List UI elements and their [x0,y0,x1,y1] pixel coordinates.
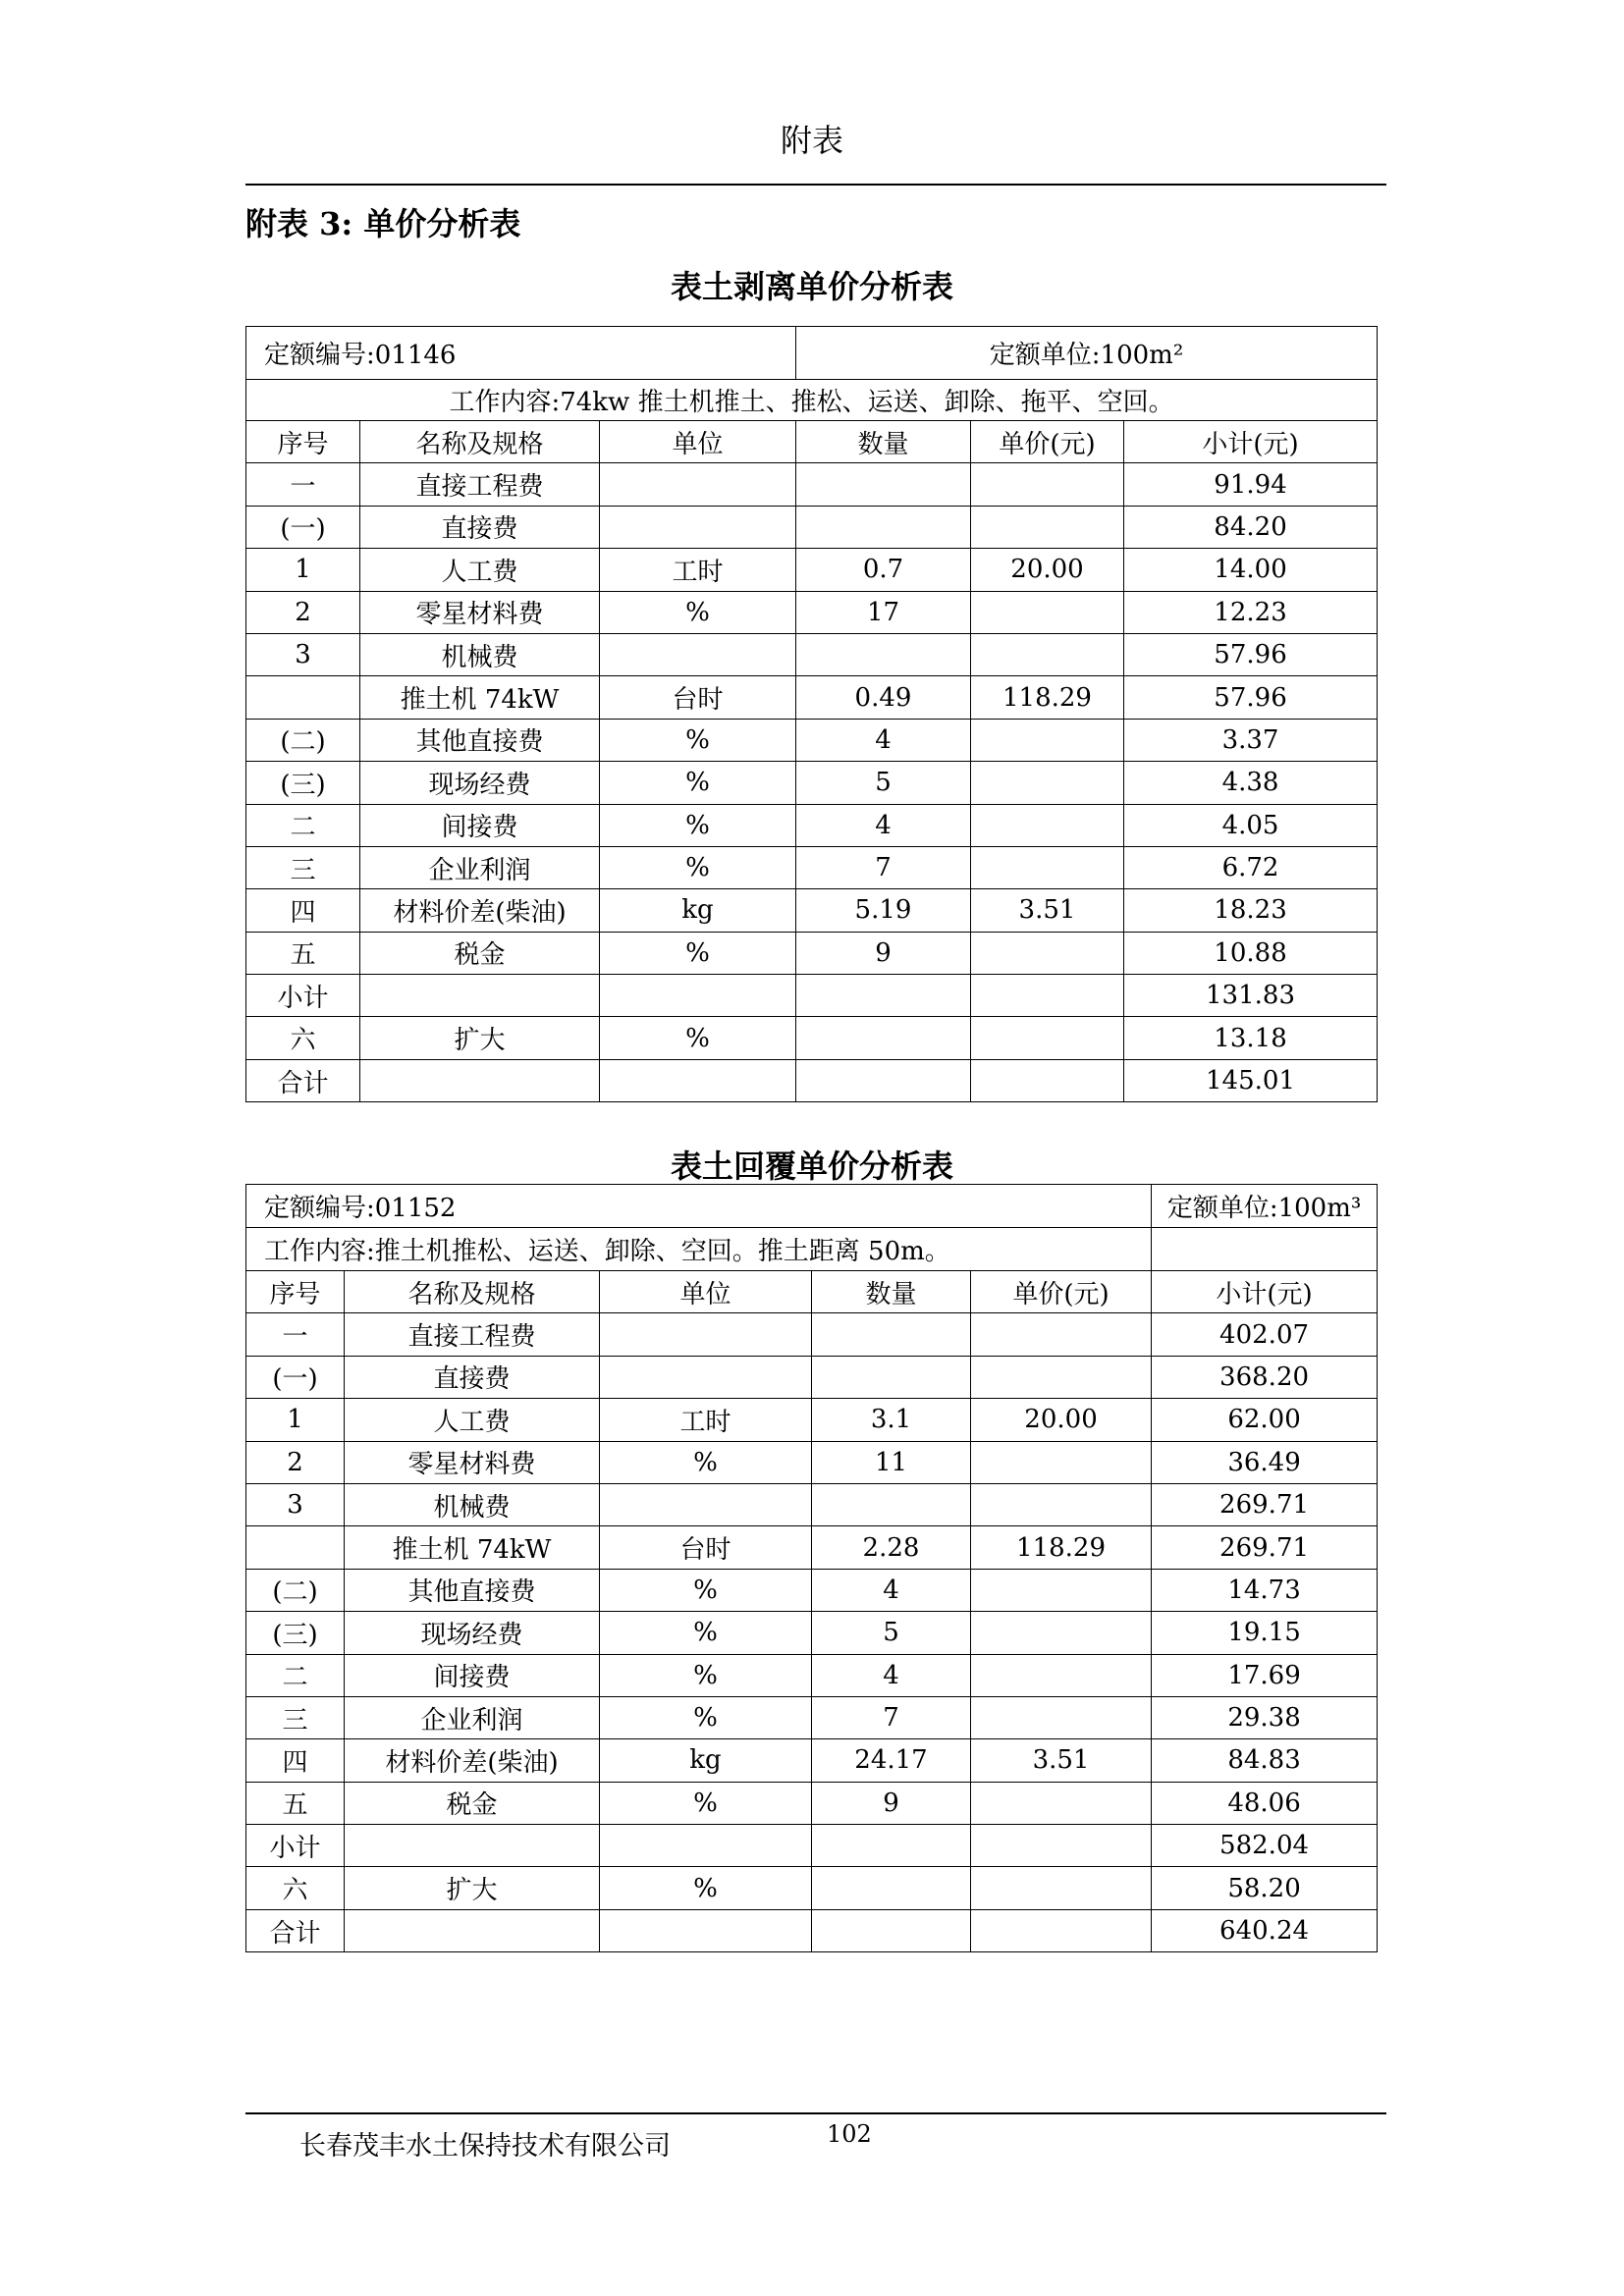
column-header: 小计(元) [1124,421,1378,463]
table-row [246,1569,1378,1611]
subtotal-cell: 36.49 [1152,1441,1378,1483]
name-cell: 其他直接费 [360,719,600,761]
subtotal-cell: 131.83 [1124,975,1378,1017]
price-cell [971,1017,1124,1059]
qty-cell [796,463,971,506]
unit-cell: % [600,1441,812,1483]
table-row [246,506,1378,548]
qty-cell [796,506,971,548]
name-cell: 人工费 [345,1399,600,1441]
column-header: 名称及规格 [360,421,600,463]
qty-cell [812,1909,971,1951]
subtotal-cell: 582.04 [1152,1825,1378,1867]
seq-cell: 3 [246,1483,345,1525]
name-cell [360,975,600,1017]
qty-cell: 2.28 [812,1526,971,1569]
subtotal-cell: 29.38 [1152,1696,1378,1738]
table-1 [245,326,1378,1102]
table-row [246,1654,1378,1696]
table-2-title: 表土回覆单价分析表 [670,1148,953,1185]
seq-cell: (二) [246,719,360,761]
name-cell: 税金 [345,1782,600,1824]
qty-cell: 3.1 [812,1399,971,1441]
unit-cell [600,506,796,548]
column-header: 名称及规格 [345,1271,600,1313]
column-header: 单价(元) [971,1271,1152,1313]
name-cell: 间接费 [345,1654,600,1696]
subtotal-cell: 4.05 [1124,804,1378,846]
seq-cell: 一 [246,463,360,506]
price-cell: 20.00 [971,1399,1152,1441]
column-header: 数量 [812,1271,971,1313]
qty-cell: 0.49 [796,676,971,719]
table-row [246,1017,1378,1059]
name-cell: 现场经费 [345,1612,600,1654]
price-cell: 20.00 [971,549,1124,591]
price-cell [971,1313,1152,1356]
table-row [246,1313,1378,1356]
price-cell [971,1867,1152,1909]
qty-cell [796,975,971,1017]
name-cell [345,1909,600,1951]
column-header: 数量 [796,421,971,463]
price-cell [971,506,1124,548]
price-cell [971,932,1124,974]
qty-cell [796,1017,971,1059]
seq-cell: 小计 [246,975,360,1017]
seq-cell: 二 [246,804,360,846]
price-cell [971,1612,1152,1654]
name-cell: 企业利润 [360,846,600,888]
column-header: 序号 [246,1271,345,1313]
table-row [246,1782,1378,1824]
qty-cell: 7 [796,846,971,888]
name-cell [360,1059,600,1101]
unit-cell [600,463,796,506]
unit-cell: % [600,762,796,804]
table-row [246,932,1378,974]
qty-cell [812,1867,971,1909]
column-header: 单价(元) [971,421,1124,463]
subtotal-cell: 368.20 [1152,1356,1378,1398]
subtotal-cell: 57.96 [1124,633,1378,675]
qty-cell: 4 [812,1654,971,1696]
price-cell [971,762,1124,804]
price-cell: 118.29 [971,676,1124,719]
seq-cell: 五 [246,932,360,974]
unit-cell [600,1059,796,1101]
unit-cell [600,1356,812,1398]
column-header: 小计(元) [1152,1271,1378,1313]
name-cell: 扩大 [345,1867,600,1909]
unit-cell: % [600,1612,812,1654]
unit-cell [600,633,796,675]
column-header: 序号 [246,421,360,463]
unit-cell: 台时 [600,676,796,719]
unit-cell: % [600,932,796,974]
table-row [246,591,1378,633]
name-cell [345,1825,600,1867]
table-header-row [246,1271,1378,1313]
subtotal-cell: 145.01 [1124,1059,1378,1101]
table-header-row [246,421,1378,463]
work-content: 工作内容:74kw 推土机推土、推松、运送、卸除、拖平、空回。 [246,380,1378,421]
subtotal-cell: 91.94 [1124,463,1378,506]
qty-cell: 5 [812,1612,971,1654]
subtotal-cell: 3.37 [1124,719,1378,761]
subtotal-cell: 12.23 [1124,591,1378,633]
name-cell: 材料价差(柴油) [360,889,600,932]
qty-cell: 11 [812,1441,971,1483]
subtotal-cell: 402.07 [1152,1313,1378,1356]
name-cell: 现场经费 [360,762,600,804]
qty-cell [812,1825,971,1867]
price-cell: 3.51 [971,1739,1152,1782]
price-cell [971,1782,1152,1824]
table-row [246,1867,1378,1909]
subtotal-cell: 13.18 [1124,1017,1378,1059]
table-row [246,1059,1378,1101]
qty-cell [812,1313,971,1356]
price-cell [971,804,1124,846]
price-cell: 3.51 [971,889,1124,932]
table-row [246,1399,1378,1441]
subtotal-cell: 10.88 [1124,932,1378,974]
name-cell: 直接工程费 [345,1313,600,1356]
seq-cell: 三 [246,1696,345,1738]
subtotal-cell: 84.83 [1152,1739,1378,1782]
unit-cell: kg [600,1739,812,1782]
table-row [246,719,1378,761]
seq-cell: 四 [246,1739,345,1782]
subtotal-cell: 58.20 [1152,1867,1378,1909]
seq-cell: 一 [246,1313,345,1356]
name-cell: 企业利润 [345,1696,600,1738]
unit-cell: % [600,719,796,761]
seq-cell [246,676,360,719]
unit-cell [600,1313,812,1356]
price-cell [971,1654,1152,1696]
seq-cell: 小计 [246,1825,345,1867]
seq-cell: (三) [246,1612,345,1654]
seq-cell: 六 [246,1867,345,1909]
name-cell: 推土机 74kW [360,676,600,719]
subtotal-cell: 4.38 [1124,762,1378,804]
qty-cell [812,1483,971,1525]
unit-cell: 台时 [600,1526,812,1569]
table-row [246,676,1378,719]
page-number: 102 [827,2120,872,2148]
unit-cell [600,1909,812,1951]
table-row [246,1612,1378,1654]
footer-rule [245,2112,1386,2114]
price-cell [971,1483,1152,1525]
name-cell: 间接费 [360,804,600,846]
seq-cell: 3 [246,633,360,675]
table-row [246,1696,1378,1738]
qty-cell: 4 [796,804,971,846]
price-cell [971,1696,1152,1738]
section-title: 附表 3: 单价分析表 [245,205,521,242]
price-cell [971,1356,1152,1398]
quota-unit: 定额单位:100m³ [1152,1185,1378,1228]
table-row [246,1526,1378,1569]
price-cell [971,719,1124,761]
seq-cell: 2 [246,591,360,633]
qty-cell: 24.17 [812,1739,971,1782]
qty-cell: 5 [796,762,971,804]
seq-cell: 二 [246,1654,345,1696]
unit-cell: % [600,1696,812,1738]
table-2 [245,1184,1378,1952]
table-row [246,1825,1378,1867]
seq-cell: (一) [246,506,360,548]
qty-cell: 4 [812,1569,971,1611]
unit-cell: % [600,591,796,633]
subtotal-cell: 18.23 [1124,889,1378,932]
name-cell: 人工费 [360,549,600,591]
quota-unit: 定额单位:100m² [796,327,1378,380]
qty-cell: 17 [796,591,971,633]
name-cell: 材料价差(柴油) [345,1739,600,1782]
quota-number: 定额编号:01152 [246,1185,1152,1228]
subtotal-cell: 19.15 [1152,1612,1378,1654]
price-cell: 118.29 [971,1526,1152,1569]
qty-cell: 9 [812,1782,971,1824]
seq-cell: 合计 [246,1909,345,1951]
name-cell: 扩大 [360,1017,600,1059]
name-cell: 机械费 [345,1483,600,1525]
quota-number: 定额编号:01146 [246,327,796,380]
name-cell: 直接工程费 [360,463,600,506]
qty-cell: 9 [796,932,971,974]
work-content: 工作内容:推土机推松、运送、卸除、空回。推土距离 50m。 [246,1228,1152,1271]
price-cell [971,1825,1152,1867]
table-1-title: 表土剥离单价分析表 [670,268,953,305]
seq-cell: (一) [246,1356,345,1398]
unit-cell: % [600,1782,812,1824]
seq-cell: (三) [246,762,360,804]
subtotal-cell: 14.73 [1152,1569,1378,1611]
name-cell: 零星材料费 [360,591,600,633]
subtotal-cell: 57.96 [1124,676,1378,719]
seq-cell [246,1526,345,1569]
unit-cell: % [600,846,796,888]
seq-cell: 2 [246,1441,345,1483]
name-cell: 零星材料费 [345,1441,600,1483]
footer-company: 长春茂丰水土保持技术有限公司 [299,2131,671,2162]
unit-cell [600,1825,812,1867]
unit-cell: % [600,1867,812,1909]
subtotal-cell: 6.72 [1124,846,1378,888]
table-row [246,762,1378,804]
column-header: 单位 [600,1271,812,1313]
subtotal-cell: 17.69 [1152,1654,1378,1696]
subtotal-cell: 269.71 [1152,1483,1378,1525]
header-rule [245,184,1386,186]
table-row [246,1739,1378,1782]
qty-cell: 5.19 [796,889,971,932]
blank-cell [1152,1228,1378,1271]
qty-cell [796,633,971,675]
unit-cell: % [600,1654,812,1696]
table-row [246,804,1378,846]
qty-cell [796,1059,971,1101]
page-header-title: 附表 [780,122,843,159]
seq-cell: 三 [246,846,360,888]
subtotal-cell: 48.06 [1152,1782,1378,1824]
price-cell [971,1569,1152,1611]
seq-cell: 四 [246,889,360,932]
unit-cell: 工时 [600,1399,812,1441]
qty-cell: 4 [796,719,971,761]
price-cell [971,846,1124,888]
subtotal-cell: 84.20 [1124,506,1378,548]
column-header: 单位 [600,421,796,463]
price-cell [971,1441,1152,1483]
subtotal-cell: 640.24 [1152,1909,1378,1951]
unit-cell: % [600,1017,796,1059]
table-row [246,1441,1378,1483]
unit-cell: % [600,804,796,846]
unit-cell: kg [600,889,796,932]
price-cell [971,591,1124,633]
name-cell: 税金 [360,932,600,974]
name-cell: 其他直接费 [345,1569,600,1611]
table-row [246,1356,1378,1398]
qty-cell: 0.7 [796,549,971,591]
unit-cell: 工时 [600,549,796,591]
table-row [246,549,1378,591]
table-row [246,633,1378,675]
name-cell: 机械费 [360,633,600,675]
price-cell [971,463,1124,506]
table-row [246,975,1378,1017]
table-row [246,1909,1378,1951]
unit-cell [600,975,796,1017]
table-row [246,889,1378,932]
price-cell [971,1059,1124,1101]
price-cell [971,633,1124,675]
table-row [246,1483,1378,1525]
price-cell [971,975,1124,1017]
name-cell: 推土机 74kW [345,1526,600,1569]
seq-cell: 1 [246,1399,345,1441]
table-row [246,463,1378,506]
name-cell: 直接费 [345,1356,600,1398]
qty-cell: 7 [812,1696,971,1738]
unit-cell: % [600,1569,812,1611]
price-cell [971,1909,1152,1951]
seq-cell: 1 [246,549,360,591]
seq-cell: 六 [246,1017,360,1059]
seq-cell: 五 [246,1782,345,1824]
seq-cell: 合计 [246,1059,360,1101]
subtotal-cell: 14.00 [1124,549,1378,591]
subtotal-cell: 62.00 [1152,1399,1378,1441]
table-row [246,846,1378,888]
unit-cell [600,1483,812,1525]
name-cell: 直接费 [360,506,600,548]
qty-cell [812,1356,971,1398]
seq-cell: (二) [246,1569,345,1611]
subtotal-cell: 269.71 [1152,1526,1378,1569]
